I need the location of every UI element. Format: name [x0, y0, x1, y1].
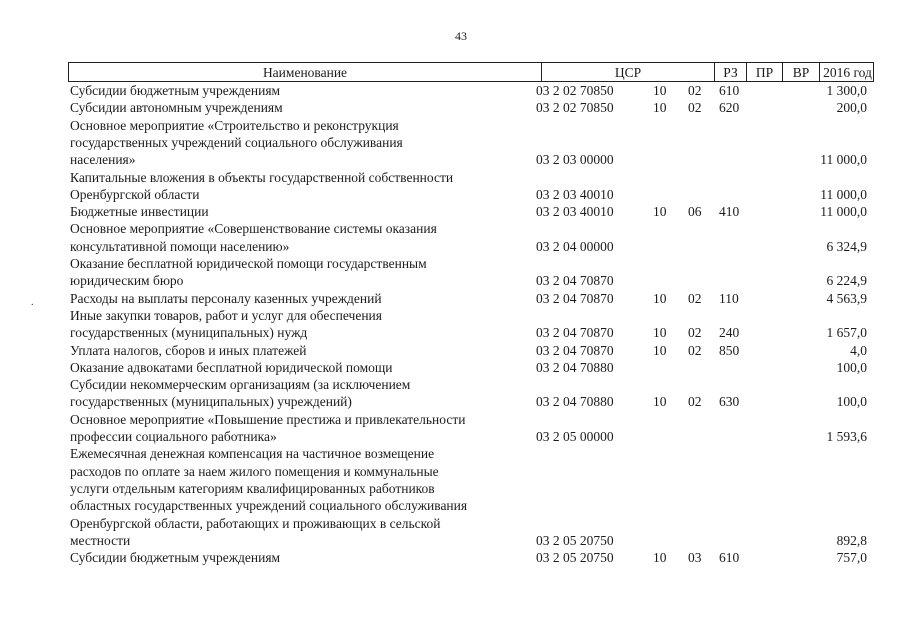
row-csr: 03 2 03 40010: [536, 186, 614, 202]
row-name: юридическим бюро: [70, 273, 184, 289]
stray-mark: .: [31, 297, 34, 308]
row-name: Основное мероприятие «Совершенствование системы оказания: [70, 221, 437, 237]
table-row: [0, 376, 905, 394]
row-name: Основное мероприятие «Строительство и реконструкция: [70, 117, 399, 133]
header-pr: ПР: [746, 63, 782, 81]
header-rz: РЗ: [714, 63, 746, 81]
row-name: расходов по оплате за наем жилого помещения и коммунальные: [70, 463, 439, 479]
header-year: 2016 год: [819, 63, 875, 81]
row-name: Расходы на выплаты персоналу казенных учреждений: [70, 290, 382, 306]
row-name: Субсидии бюджетным учреждениям: [70, 83, 281, 98]
table-header: [68, 62, 874, 82]
table-row: [0, 324, 905, 342]
header-csr: ЦСР: [541, 63, 714, 81]
row-rz: 10: [653, 325, 667, 341]
row-csr: 03 2 02 70850: [536, 83, 614, 98]
row-amount: 892,8: [836, 532, 867, 548]
row-csr: 03 2 04 70870: [536, 342, 614, 358]
row-name: местности: [70, 532, 131, 548]
row-vr: 110: [719, 290, 739, 306]
row-rz: 10: [653, 342, 667, 358]
row-amount: 1 657,0: [826, 325, 867, 341]
table-row: [0, 342, 905, 360]
row-vr: 620: [719, 100, 740, 116]
header-vr: ВР: [782, 63, 819, 81]
row-csr: 03 2 04 00000: [536, 238, 614, 254]
row-name: Иные закупки товаров, работ и услуг для обеспечения: [70, 307, 382, 323]
row-name: Субсидии бюджетным учреждениям: [70, 550, 281, 566]
table-row: [0, 203, 905, 221]
row-csr: 03 2 04 70880: [536, 359, 614, 375]
table-row: [0, 411, 905, 429]
row-pr: 02: [688, 100, 702, 116]
row-vr: 610: [719, 550, 740, 566]
row-name: Капитальные вложения в объекты государственной собственности: [70, 169, 454, 185]
table-row: [0, 359, 905, 377]
row-rz: 10: [653, 394, 667, 410]
table-row: [0, 117, 905, 135]
row-amount: 11 000,0: [820, 204, 867, 220]
row-name: Оказание адвокатами бесплатной юридической помощи: [70, 359, 393, 375]
table-row: [0, 272, 905, 290]
row-name: Ежемесячная денежная компенсация на частичное возмещение: [70, 446, 435, 462]
row-amount: 757,0: [836, 550, 867, 566]
table-row: [0, 480, 905, 498]
table-row: [0, 99, 905, 117]
row-pr: 02: [688, 290, 702, 306]
table-row: [0, 169, 905, 187]
table-row: [0, 82, 905, 100]
row-rz: 10: [653, 100, 667, 116]
row-amount: 100,0: [836, 359, 867, 375]
row-amount: 4 563,9: [826, 290, 867, 306]
table-row: [0, 255, 905, 273]
table-row: [0, 532, 905, 550]
row-pr: 02: [688, 83, 702, 98]
row-name: Оренбургской области, работающих и проживающих в сельской: [70, 515, 441, 531]
table-row: [0, 238, 905, 256]
row-name: профессии социального работника»: [70, 429, 277, 444]
row-csr: 03 2 02 70850: [536, 100, 614, 116]
row-name: Основное мероприятие «Повышение престижа и привлекательности: [70, 411, 466, 427]
table-row: [0, 445, 905, 463]
row-rz: 10: [653, 290, 667, 306]
row-amount: 200,0: [836, 100, 867, 116]
row-csr: 03 2 04 70870: [536, 273, 614, 289]
table-row: [0, 515, 905, 533]
row-name: Субсидии некоммерческим организациям (за исключением: [70, 377, 411, 393]
row-vr: 850: [719, 342, 740, 358]
table-row: [0, 186, 905, 204]
row-rz: 10: [653, 204, 667, 220]
row-name: населения»: [70, 152, 136, 168]
table-row: [0, 428, 905, 446]
row-pr: 06: [688, 204, 702, 220]
row-csr: 03 2 03 00000: [536, 152, 614, 168]
row-pr: 03: [688, 550, 702, 566]
row-name: Уплата налогов, сборов и иных платежей: [70, 342, 307, 358]
row-name: областных государственных учреждений социального обслуживания: [70, 498, 468, 514]
row-amount: 11 000,0: [820, 186, 867, 202]
table-row: [0, 307, 905, 325]
row-name: Оренбургской области: [70, 186, 200, 202]
row-vr: 630: [719, 394, 740, 410]
row-amount: 1 300,0: [826, 83, 867, 98]
row-csr: 03 2 05 00000: [536, 429, 614, 444]
row-amount: 6 224,9: [826, 273, 867, 289]
row-pr: 02: [688, 342, 702, 358]
row-name: Оказание бесплатной юридической помощи государственным: [70, 256, 427, 271]
row-vr: 240: [719, 325, 740, 341]
row-amount: 4,0: [850, 342, 867, 358]
row-amount: 11 000,0: [820, 152, 867, 168]
table-row: [0, 134, 905, 152]
table-row: [0, 497, 905, 515]
row-name: государственных (муниципальных) нужд: [70, 325, 308, 341]
header-name: Наименование: [262, 65, 348, 80]
table-row: [0, 463, 905, 481]
row-csr: 03 2 04 70880: [536, 394, 614, 410]
row-vr: 410: [719, 204, 740, 220]
row-name: консультативной помощи населению»: [70, 238, 290, 254]
row-csr: 03 2 05 20750: [536, 532, 614, 548]
row-amount: 100,0: [836, 394, 867, 410]
row-csr: 03 2 04 70870: [536, 325, 614, 341]
table-row: [0, 290, 905, 308]
row-name: Субсидии автономным учреждениям: [70, 100, 283, 116]
row-csr: 03 2 03 40010: [536, 204, 614, 220]
row-rz: 10: [653, 83, 667, 98]
row-amount: 6 324,9: [826, 238, 867, 254]
row-name: государственных учреждений социального обслуживания: [70, 134, 403, 150]
row-name: Бюджетные инвестиции: [70, 204, 209, 220]
row-amount: 1 593,6: [826, 429, 867, 444]
row-csr: 03 2 04 70870: [536, 290, 614, 306]
table-row: [0, 220, 905, 238]
row-name: государственных (муниципальных) учреждений): [70, 394, 352, 410]
page-number: 43: [455, 29, 467, 43]
row-vr: 610: [719, 83, 740, 98]
row-pr: 02: [688, 325, 702, 341]
row-name: услуги отдельным категориям квалифицированных работников: [70, 480, 435, 496]
table-row: [0, 549, 905, 567]
row-pr: 02: [688, 394, 702, 410]
table-row: [0, 393, 905, 411]
row-csr: 03 2 05 20750: [536, 550, 614, 566]
row-rz: 10: [653, 550, 667, 566]
table-row: [0, 151, 905, 169]
